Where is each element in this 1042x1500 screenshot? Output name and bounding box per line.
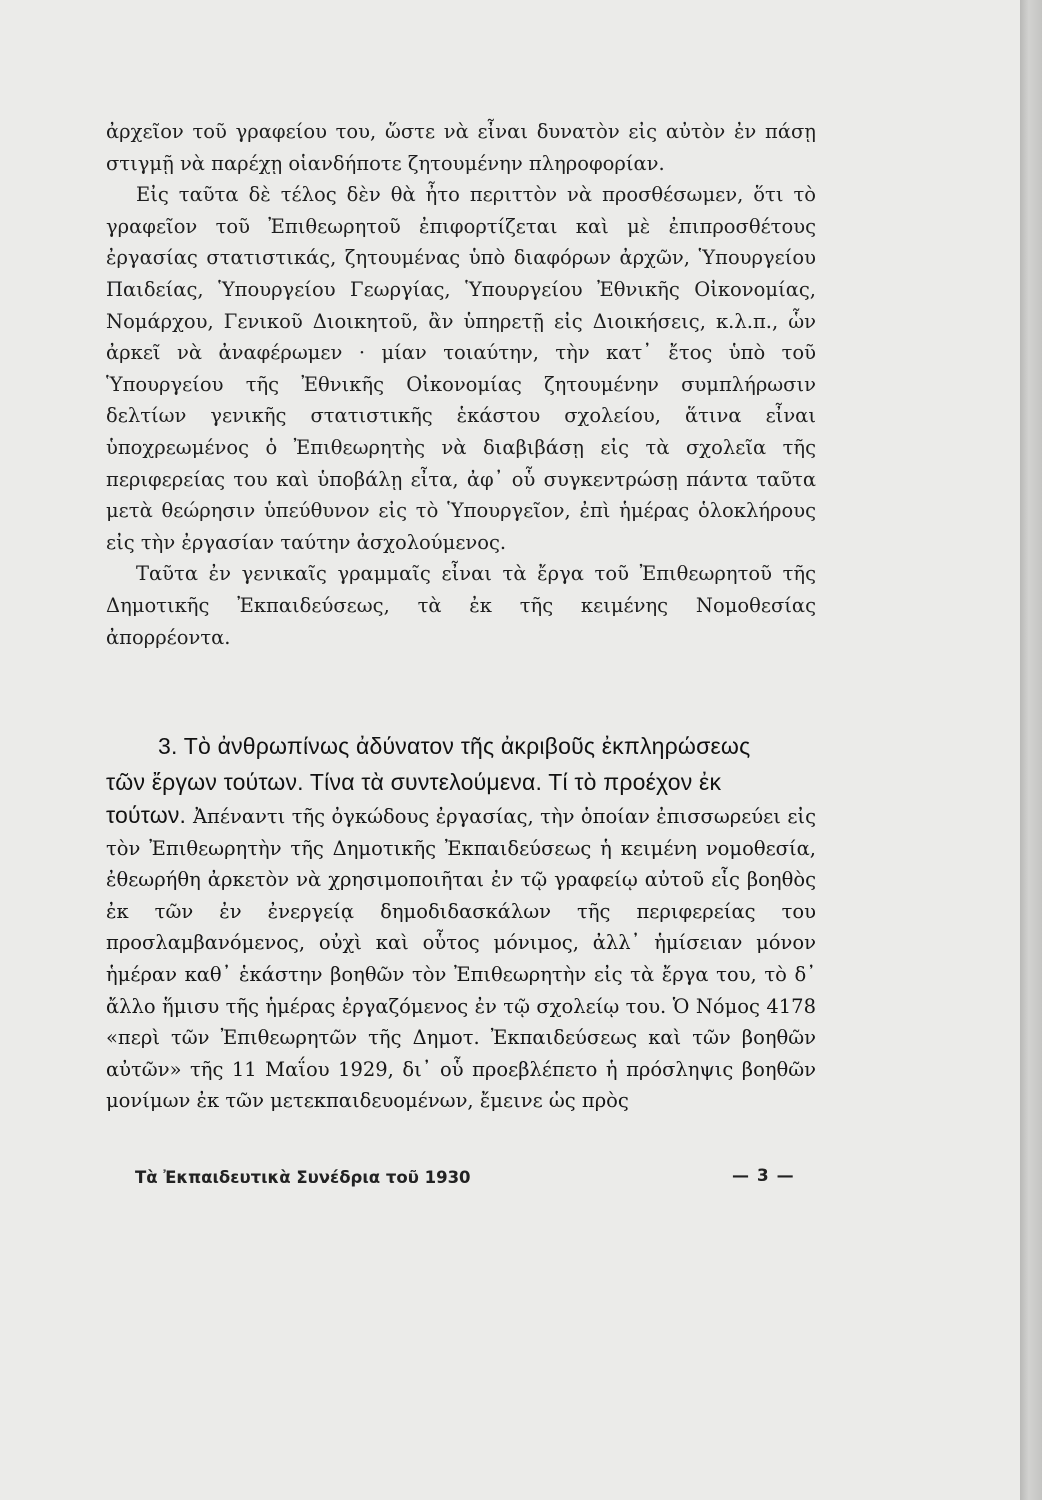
- section-heading-line-1: 3. Τὸ ἀνθρωπίνως ἀδύνατον τῆς ἀκριβοῦς ἐκπληρώσεως: [158, 733, 751, 759]
- section-heading-line-3: τούτων.: [106, 802, 193, 828]
- page-number: — 3 —: [732, 1166, 795, 1186]
- footer-title: Τὰ Ἐκπαιδευτικὰ Συνέδρια τοῦ 1930: [135, 1168, 471, 1187]
- paragraph-2: Εἰς ταῦτα δὲ τέλος δὲν θὰ ἦτο περιττὸν νὰ προσθέσωμεν, ὅτι τὸ γραφεῖον τοῦ Ἐπιθεωρητοῦ ἐπιφορτίζεται καὶ μὲ ἐπιπροσθέτους ἐργασίας στατιστικάς, ζητουμένας ὑπὸ διαφόρων ἀρχῶν, Ὑπουργείου Παιδείας, Ὑπουργείου Γεωργίας, Ὑπουργείου Ἐθνικῆς Οἰκονομίας, Νομάρχου, Γενικοῦ Διοικητοῦ, ἂν ὑπηρετῇ εἰς Διοικήσεις, κ.λ.π., ὧν ἀρκεῖ νὰ ἀναφέρωμεν · μίαν τοιαύτην, τὴν κατ᾽ ἔτος ὑπὸ τοῦ Ὑπουργείου τῆς Ἐθνικῆς Οἰκονομίας ζητουμένην συμπλήρωσιν δελτίων γενικῆς στατιστικῆς ἑκάστου σχολείου, ἅτινα εἶναι ὑποχρεωμένος ὁ Ἐπιθεωρητὴς νὰ διαβιβάσῃ εἰς τὰ σχολεῖα τῆς περιφερείας του καὶ ὑποβάλῃ εἶτα, ἀφ᾽ οὗ συγκεντρώσῃ πάντα ταῦτα μετὰ θεώρησιν ὑπεύθυνον εἰς τὸ Ὑπουργεῖον, ἐπὶ ἡμέρας ὁλοκλήρους εἰς τὴν ἐργασίαν ταύτην ἀσχολούμενος.: [106, 183, 816, 554]
- section-3: [106, 728, 816, 1117]
- paragraph-1: ἀρχεῖον τοῦ γραφείου του, ὥστε νὰ εἶναι δυνατὸν εἰς αὐτὸν ἐν πάσῃ στιγμῇ νὰ παρέχῃ οἱανδήποτε ζητουμένην πληροφορίαν.: [106, 120, 816, 175]
- page-edge-shadow: [1020, 0, 1042, 1500]
- section-text: Ἀπέναντι τῆς ὀγκώδους ἐργασίας, τὴν ὁποίαν ἐπισσωρεύει εἰς τὸν Ἐπιθεωρητὴν τῆς Δημοτικῆς Ἐκπαιδεύσεως ἡ κειμένη νομοθεσία, ἐθεωρήθη ἀρκετὸν νὰ χρησιμοποιῆται ἐν τῷ γραφείῳ αὐτοῦ εἷς βοηθὸς ἐκ τῶν ἐν ἐνεργείᾳ δημοδιδασκάλων τῆς περιφερείας του προσλαμβανόμενος, οὐχὶ καὶ οὗτος μόνιμος, ἀλλ᾽ ἡμίσειαν μόνον ἡμέραν καθ᾽ ἑκάστην βοηθῶν τὸν Ἐπιθεωρητὴν εἰς τὰ ἔργα του, τὸ δ᾽ ἄλλο ἥμισυ τῆς ἡμέρας ἐργαζόμενος ἐν τῷ σχολείῳ του. Ὁ Νόμος 4178 «περὶ τῶν Ἐπιθεωρητῶν τῆς Δημοτ. Ἐκπαιδεύσεως καὶ τῶν βοηθῶν αὐτῶν» τῆς 11 Μαΐου 1929, δι᾽ οὗ προεβλέπετο ἡ πρόσληψις βοηθῶν μονίμων ἐκ τῶν μετεκπαιδευομένων, ἔμεινε ὡς πρὸς: [106, 805, 816, 1113]
- paragraph-3: Ταῦτα ἐν γενικαῖς γραμμαῖς εἶναι τὰ ἔργα τοῦ Ἐπιθεωρητοῦ τῆς Δημοτικῆς Ἐκπαιδεύσεως, τὰ ἐκ τῆς κειμένης Νομοθεσίας ἀπορρέοντα.: [106, 562, 816, 649]
- body-text: [106, 116, 816, 653]
- section-heading-line-2: τῶν ἔργων τούτων. Τίνα τὰ συντελούμενα. Τί τὸ προέχον ἐκ: [106, 769, 722, 795]
